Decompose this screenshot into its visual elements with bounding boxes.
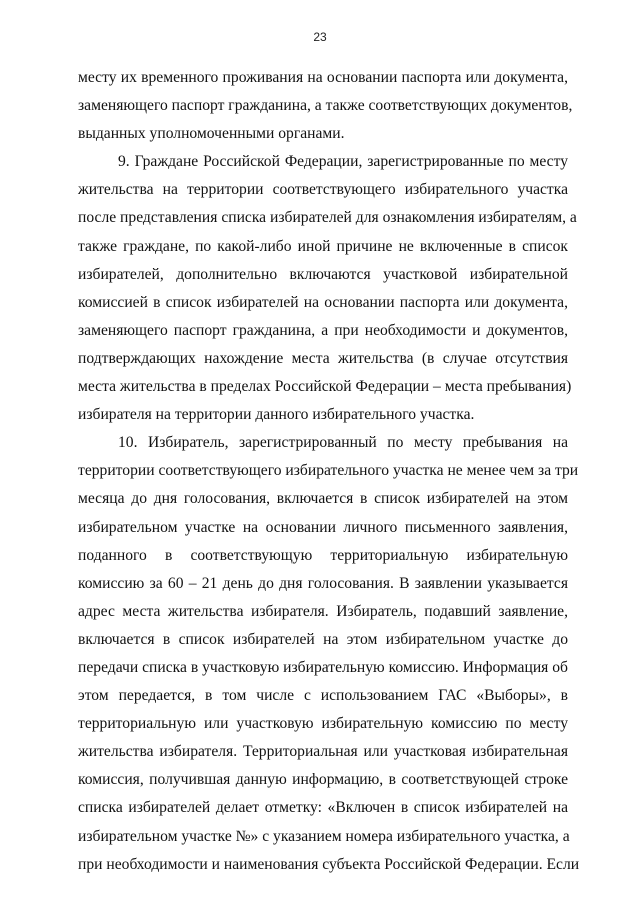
paragraph-item-9 — [78, 148, 577, 429]
text-line: избирателей, дополнительно включаются участковой избирательной — [78, 265, 568, 283]
text-line: этом передается, в том числе с использованием ГАС «Выборы», в — [78, 687, 568, 705]
text-line: жительства избирателя. Территориальная или участковая избирательная — [78, 743, 568, 761]
text-line: месту их временного проживания на основании паспорта или документа, — [78, 69, 568, 86]
page-number: 23 — [313, 30, 327, 44]
text-line: комиссия, получившая данную информацию, в соответствующей строке — [78, 771, 568, 789]
text-line: территории соответствующего избирательного участка не менее чем за три — [78, 462, 579, 480]
text-line: места жительства в пределах Российской Федерации – места пребывания) — [78, 378, 572, 396]
paragraph-item-10 — [78, 429, 580, 879]
text-line: заменяющего паспорт гражданина, а также соответствующих документов, — [78, 97, 573, 115]
text-line: комиссией в список избирателей на основании паспорта или документа, — [78, 293, 568, 311]
text-line: комиссию за 60 – 21 день до дня голосования. В заявлении указывается — [78, 574, 568, 592]
text-line: 9. Граждане Российской Федерации, зарегистрированные по месту — [118, 153, 568, 171]
text-line: списка избирателей делает отметку: «Включен в список избирателей на — [78, 799, 568, 817]
document-body — [78, 64, 580, 879]
text-line: включается в список избирателей на этом избирательном участке до — [78, 630, 568, 648]
text-line: месяца до дня голосования, включается в список избирателей на этом — [78, 490, 568, 508]
paragraph-continuation — [78, 64, 573, 148]
text-line: выданных уполномоченными органами. — [78, 125, 345, 143]
text-line: жительства на территории соответствующего избирательного участка — [78, 181, 568, 199]
text-line: заменяющего паспорт гражданина, а при необходимости и документов, — [78, 321, 568, 339]
text-line: после представления списка избирателей для ознакомления избирателям, а — [78, 209, 577, 227]
text-line: передачи списка в участковую избирательную комиссию. Информация об — [78, 658, 568, 676]
text-line: 10. Избиратель, зарегистрированный по месту пребывания на — [118, 434, 568, 452]
text-line: избирательном участке на основании личного письменного заявления, — [78, 518, 568, 536]
text-line: адрес места жительства избирателя. Избиратель, подавший заявление, — [78, 602, 568, 620]
text-line: при необходимости и наименования субъекта Российской Федерации. Если — [78, 855, 580, 873]
text-line: избирателя на территории данного избирательного участка. — [78, 406, 475, 424]
text-line: подтверждающих нахождение места жительства (в случае отсутствия — [78, 349, 568, 367]
text-line: избирательном участке №» с указанием номера избирательного участка, а — [78, 827, 570, 845]
text-line: территориальную или участковую избирательную комиссию по месту — [78, 715, 568, 733]
text-line: также граждане, по какой-либо иной причине не включенные в список — [78, 237, 568, 255]
text-line: поданного в соответствующую территориальную избирательную — [78, 546, 568, 564]
